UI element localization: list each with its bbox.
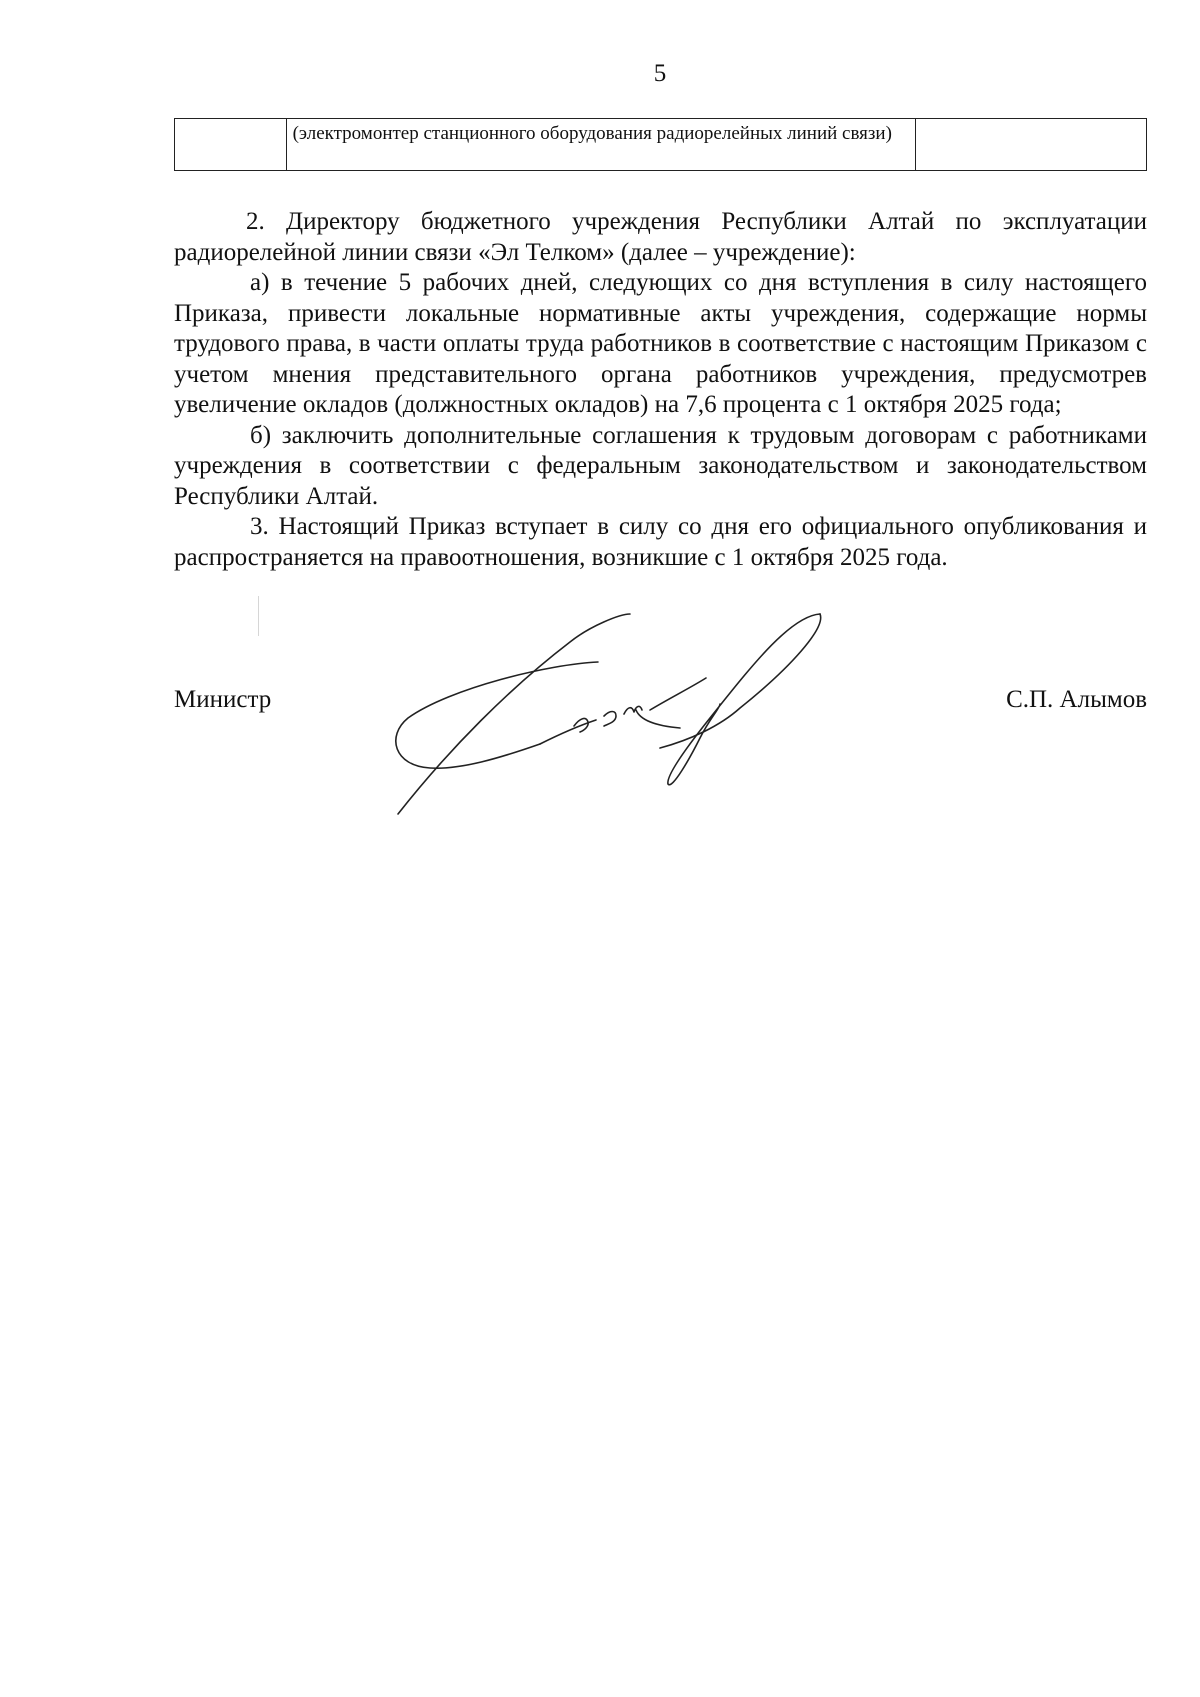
staff-table-fragment [174,118,1147,171]
paragraph-subitem-a: а) в течение 5 рабочих дней, следующих со дня вступления в силу настоящего Приказа, привести локальные нормативные акты учреждения, содержащие нормы трудового права, в части оплаты труда работников в соответствие с настоящим Приказом с учетом мнения представительного органа работников учреждения, предусмотрев увеличение окладов (должностных окладов) на 7,6 процента с 1 октября 2025 года; [174,269,1147,418]
signatory-title: Министр [174,686,272,713]
page-number: 5 [653,60,667,87]
scan-artifact [258,596,259,636]
handwritten-signature [390,608,850,828]
signatory-name: С.П. Алымов [1006,686,1147,713]
paragraph-item-3: 3. Настоящий Приказ вступает в силу со дня его официального опубликования и распространяется на правоотношения, возникшие с 1 октября 2025 года. [174,513,1147,571]
paragraph-item-2: 2. Директору бюджетного учреждения Республики Алтай по эксплуатации радиорелейной линии связи «Эл Телком» (далее – учреждение): [174,208,1147,266]
document-body [174,207,1147,573]
paragraph-subitem-b: б) заключить дополнительные соглашения к трудовым договорам с работниками учреждения в соответствии с федеральным законодательством и законодательством Республики Алтай. [174,421,1147,510]
table-cell-position: (электромонтер станционного оборудования радиорелейных линий связи) [286,119,915,171]
table-cell-number [175,119,287,171]
table-cell-value [915,119,1146,171]
table-row [175,119,1147,171]
